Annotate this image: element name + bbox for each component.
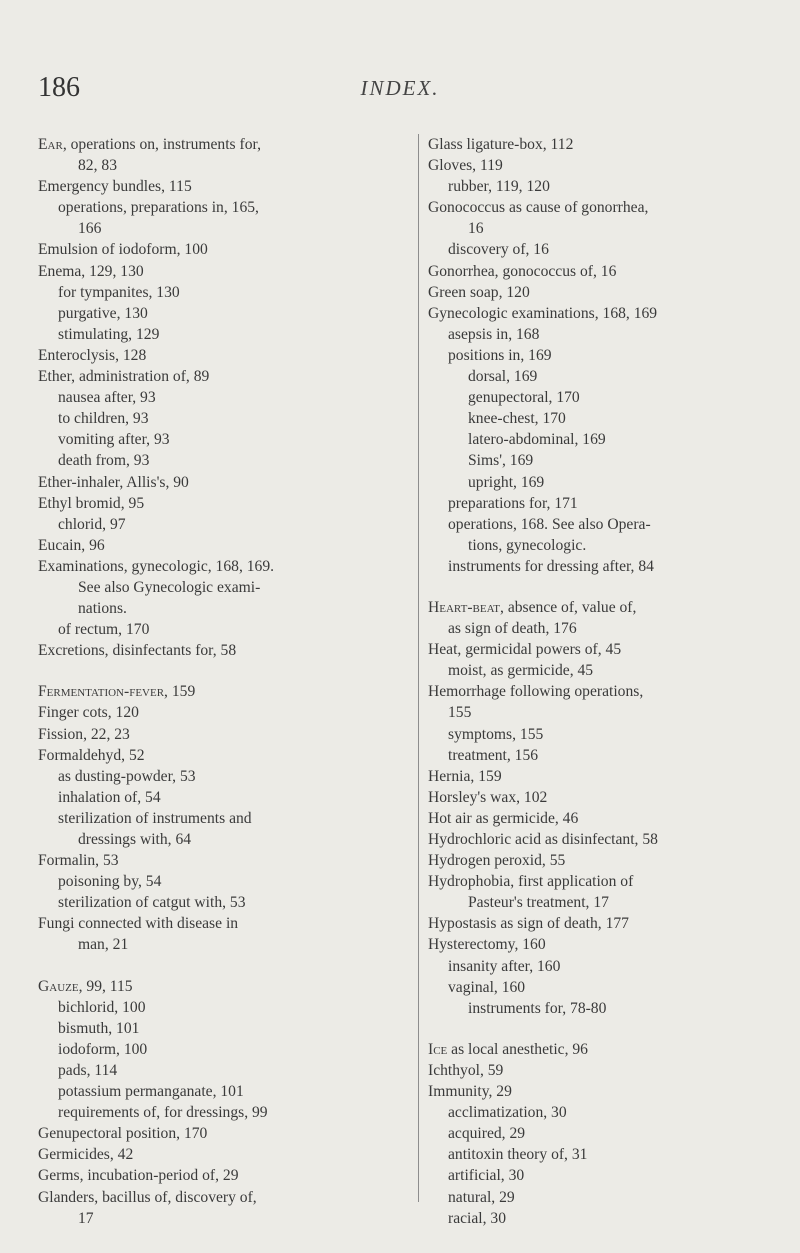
index-entry: Gynecologic examinations, 168, 169 <box>428 304 658 322</box>
index-entry: See also Gynecologic exami- <box>78 578 261 596</box>
index-entry: chlorid, 97 <box>58 515 126 533</box>
index-entry: Gloves, 119 <box>428 157 503 175</box>
index-entry: Genupectoral position, 170 <box>38 1125 208 1143</box>
index-entry: insanity after, 160 <box>448 957 561 975</box>
index-entry: Hernia, 159 <box>428 767 502 785</box>
index-entry: death from, 93 <box>58 452 150 470</box>
index-entry: positions in, 169 <box>448 346 552 364</box>
index-entry: Examinations, gynecologic, 168, 169. <box>38 557 275 575</box>
index-entry: antitoxin theory of, 31 <box>448 1146 588 1164</box>
index-entry: potassium permanganate, 101 <box>58 1083 244 1101</box>
index-entry: genupectoral, 170 <box>468 389 580 407</box>
index-entry: Germicides, 42 <box>38 1146 134 1164</box>
index-entry: to children, 93 <box>58 410 149 428</box>
index-entry: preparations for, 171 <box>448 494 578 512</box>
index-entry: rubber, 119, 120 <box>448 178 550 196</box>
index-entry: Green soap, 120 <box>428 283 530 301</box>
index-entry: Ether-inhaler, Allis's, 90 <box>38 473 189 491</box>
index-entry: Heart-beat, absence of, value of, <box>428 598 637 616</box>
index-entry: Fermentation-fever, 159 <box>38 683 196 701</box>
index-entry: Heat, germicidal powers of, 45 <box>428 641 622 659</box>
index-entry: nations. <box>78 600 127 618</box>
index-entry: Formaldehyd, 52 <box>38 746 145 764</box>
index-entry: tions, gynecologic. <box>468 536 587 554</box>
index-entry: Hydrogen peroxid, 55 <box>428 852 566 870</box>
index-entry: Horsley's wax, 102 <box>428 788 548 806</box>
index-entry: Finger cots, 120 <box>38 704 139 722</box>
index-entry: purgative, 130 <box>58 304 148 322</box>
index-entry: knee-chest, 170 <box>468 410 566 428</box>
index-entry: pads, 114 <box>58 1061 118 1079</box>
index-entry: as sign of death, 176 <box>448 620 577 638</box>
index-entry: Germs, incubation-period of, 29 <box>38 1167 239 1185</box>
index-entry: Enteroclysis, 128 <box>38 346 147 364</box>
section-gap <box>428 577 784 597</box>
index-entry: natural, 29 <box>448 1188 515 1206</box>
index-entry: Eucain, 96 <box>38 536 105 554</box>
index-entry: iodoform, 100 <box>58 1040 148 1058</box>
index-entry: Ichthyol, 59 <box>428 1061 504 1079</box>
index-entry: Gauze, 99, 115 <box>38 977 133 995</box>
index-entry: acquired, 29 <box>448 1125 526 1143</box>
index-entry: instruments for dressing after, 84 <box>448 557 654 575</box>
section-gap <box>38 661 410 681</box>
index-entry: vaginal, 160 <box>448 978 526 996</box>
index-entry: Emulsion of iodoform, 100 <box>38 241 208 259</box>
index-entry: as dusting-powder, 53 <box>58 767 196 785</box>
index-entry: Glass ligature-box, 112 <box>428 136 574 153</box>
index-entry: Immunity, 29 <box>428 1083 512 1101</box>
index-entry: 82, 83 <box>78 157 117 175</box>
index-entry: upright, 169 <box>468 473 545 491</box>
index-entry: Hydrophobia, first application of <box>428 873 634 891</box>
index-entry: Ice as local anesthetic, 96 <box>428 1040 588 1058</box>
index-entry: operations, 168. See also Opera- <box>448 515 651 533</box>
index-entry: symptoms, 155 <box>448 725 544 743</box>
index-entry: Ethyl bromid, 95 <box>38 494 145 512</box>
index-entry: Excretions, disinfectants for, 58 <box>38 642 237 660</box>
index-entry: bismuth, 101 <box>58 1019 140 1037</box>
index-entry: Emergency bundles, 115 <box>38 178 192 196</box>
index-entry: Sims', 169 <box>468 452 534 470</box>
index-entry: Hysterectomy, 160 <box>428 936 546 954</box>
index-entry: treatment, 156 <box>448 746 539 764</box>
index-entry: Ear, operations on, instruments for, <box>38 136 261 153</box>
index-entry: moist, as germicide, 45 <box>448 662 594 680</box>
index-entry: nausea after, 93 <box>58 389 156 407</box>
index-entry: man, 21 <box>78 936 129 954</box>
index-entry: racial, 30 <box>448 1209 507 1227</box>
index-entry: Formalin, 53 <box>38 852 119 870</box>
index-entry: sterilization of instruments and <box>58 809 252 827</box>
index-entry: acclimatization, 30 <box>448 1104 567 1122</box>
index-entry: 16 <box>468 220 484 238</box>
index-entry: discovery of, 16 <box>448 241 549 259</box>
index-entry: Hot air as germicide, 46 <box>428 809 579 827</box>
page-number: 186 <box>38 72 80 103</box>
index-entry: inhalation of, 54 <box>58 788 161 806</box>
index-entry: artificial, 30 <box>448 1167 525 1185</box>
index-entry: of rectum, 170 <box>58 621 150 639</box>
index-entry: Fission, 22, 23 <box>38 725 130 743</box>
index-entry: Ether, administration of, 89 <box>38 368 210 386</box>
index-entry: latero-abdominal, 169 <box>468 431 606 449</box>
index-entry: Fungi connected with disease in <box>38 915 239 933</box>
index-entry: Hemorrhage following operations, <box>428 683 644 701</box>
index-entry: bichlorid, 100 <box>58 998 146 1016</box>
section-gap <box>428 1019 784 1039</box>
index-entry: Hypostasis as sign of death, 177 <box>428 915 629 933</box>
index-column-right <box>428 134 784 1229</box>
index-entry: 166 <box>78 220 102 238</box>
index-entry: 17 <box>78 1209 94 1227</box>
section-gap <box>38 956 410 976</box>
index-entry: instruments for, 78-80 <box>468 999 607 1017</box>
index-entry: Pasteur's treatment, 17 <box>468 894 609 912</box>
index-entry: asepsis in, 168 <box>448 325 540 343</box>
index-column-left <box>38 134 410 1229</box>
index-entry: Gonorrhea, gonococcus of, 16 <box>428 262 617 280</box>
index-entry: requirements of, for dressings, 99 <box>58 1104 268 1122</box>
index-entry: Gonococcus as cause of gonorrhea, <box>428 199 649 217</box>
index-entry: 155 <box>448 704 472 722</box>
index-entry: vomiting after, 93 <box>58 431 170 449</box>
index-entry: Hydrochloric acid as disinfectant, 58 <box>428 831 658 848</box>
index-entry: dressings with, 64 <box>78 831 192 848</box>
running-head: INDEX. <box>360 76 440 100</box>
index-entry: sterilization of catgut with, 53 <box>58 894 246 912</box>
index-entry: dorsal, 169 <box>468 368 538 386</box>
index-entry: Glanders, bacillus of, discovery of, <box>38 1188 257 1206</box>
index-entry: for tympanites, 130 <box>58 283 180 301</box>
index-entry: Enema, 129, 130 <box>38 262 144 280</box>
index-entry: poisoning by, 54 <box>58 873 162 891</box>
column-divider <box>418 134 419 1202</box>
index-entry: stimulating, 129 <box>58 325 160 343</box>
index-entry: operations, preparations in, 165, <box>58 199 259 217</box>
